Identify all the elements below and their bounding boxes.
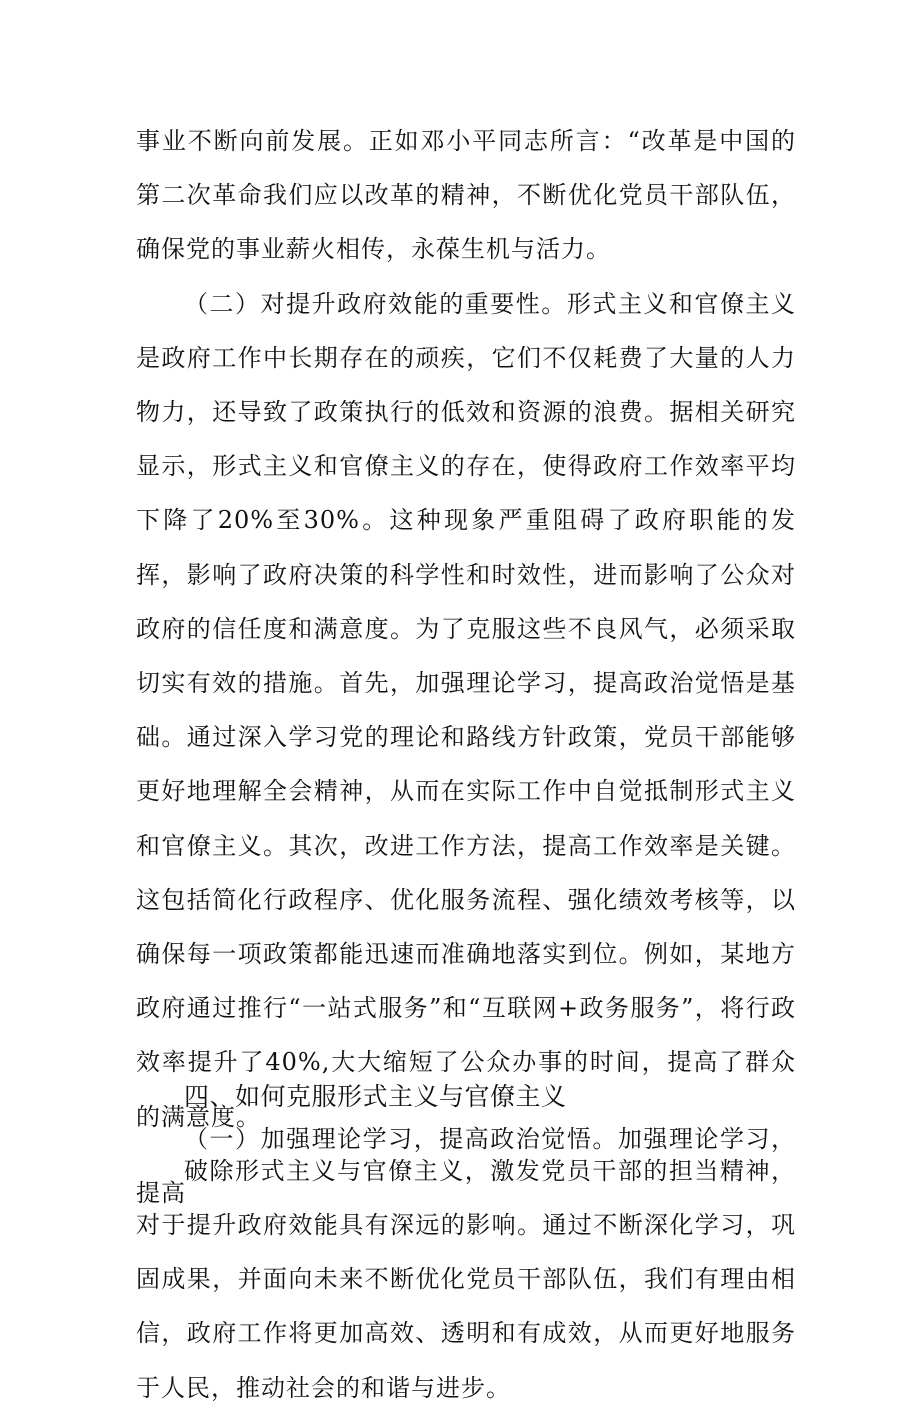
section-heading: 四、如何克服形式主义与官僚主义	[184, 1082, 567, 1111]
conclusion-paragraph: 破除形式主义与官僚主义，激发党员干部的担当精神，对于提升政府效能具有深远的影响。通过不断深化学习，巩固成果，并面向未来不断优化党员干部队伍，我们有理由相信，政府工作将更加高效、透明和有成效，从而更好地服务于人民，推动社会的和谐与进步。	[136, 1156, 796, 1402]
section-start-paragraph: （一）加强理论学习，提高政治觉悟。加强理论学习，提高	[136, 1125, 796, 1208]
government-efficiency-paragraph: （二）对提升政府效能的重要性。形式主义和官僚主义是政府工作中长期存在的顽疾，它们不仅耗费了大量的人力物力，还导致了政策执行的低效和资源的浪费。据相关研究显示，形式主义和官僚主义的存在，使得政府工作效率平均下降了20%至30%。这种现象严重阻碍了政府职能的发挥，影响了政府决策的科学性和时效性，进而影响了公众对政府的信任度和满意度。为了克服这些不良风气，必须采取切实有效的措施。首先，加强理论学习，提高政治觉悟是基础。通过深入学习党的理论和路线方针政策，党员干部能够更好地理解全会精神，从而在实际工作中自觉抵制形式主义和官僚主义。其次，改进工作方法，提高工作效率是关键。这包括简化行政程序、优化服务流程、强化绩效考核等，以确保每一项政策都能迅速而准确地落实到位。例如，某地方政府通过推行“一站式服务”和“互联网+政务服务”，将行政效率提升了40%,大大缩短了公众办事的时间，提高了群众的满意度。	[136, 289, 796, 1131]
continuation-paragraph: 事业不断向前发展。正如邓小平同志所言：“改革是中国的第二次革命我们应以改革的精神，不断优化党员干部队伍，确保党的事业薪火相传，永葆生机与活力。	[136, 127, 796, 264]
body-text-lower	[136, 1112, 796, 1220]
